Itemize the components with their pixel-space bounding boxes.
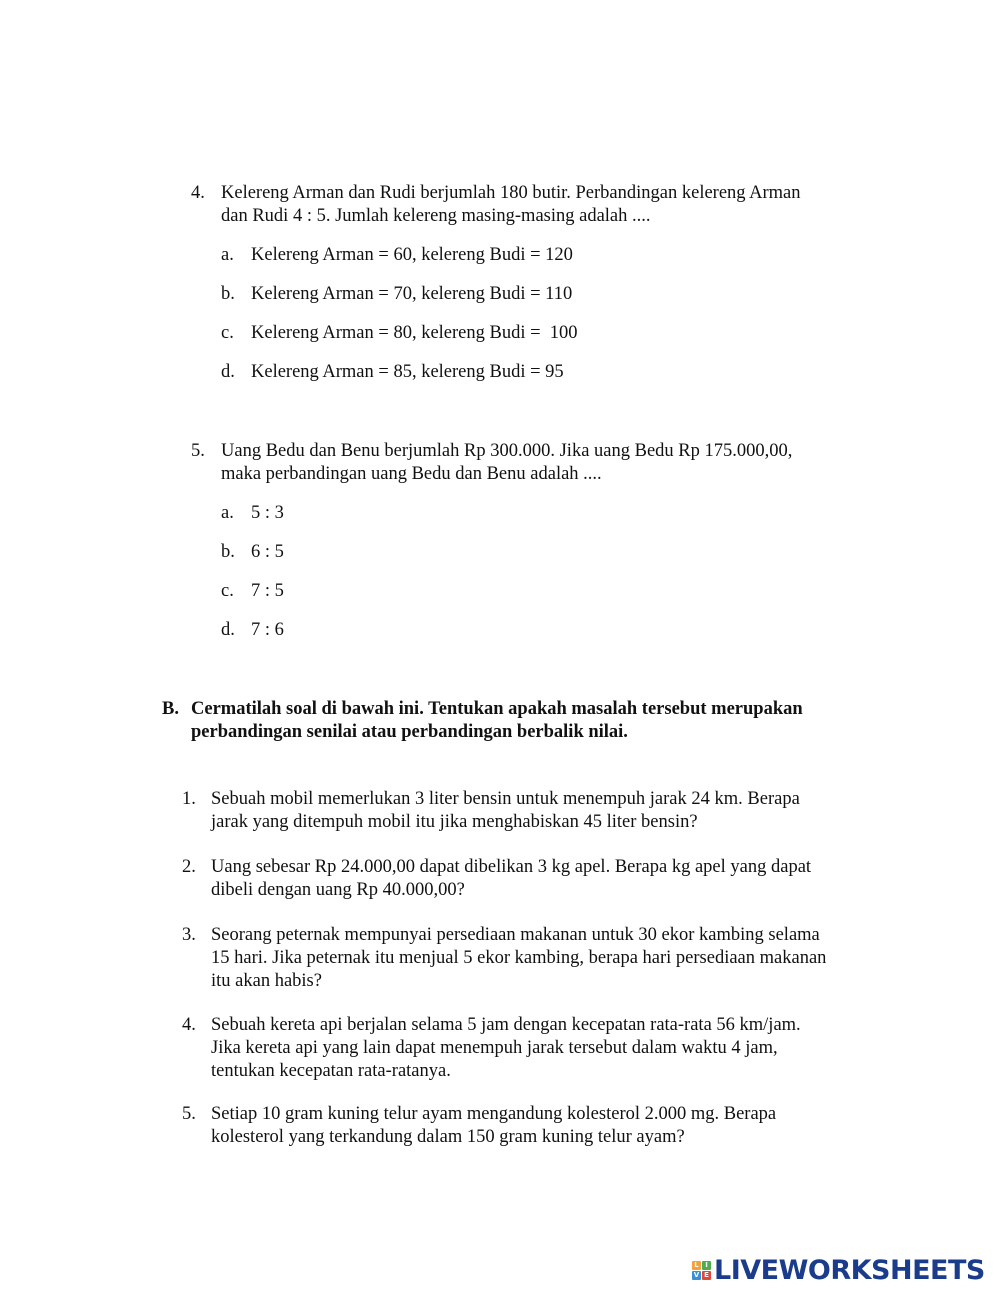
option-letter: c. (221, 323, 234, 343)
logo-mark-letter: E (702, 1271, 711, 1280)
question-number: 4. (182, 1015, 196, 1035)
question-number: 5. (182, 1104, 196, 1124)
question-text-line: Setiap 10 gram kuning telur ayam mengandung kolesterol 2.000 mg. Berapa (211, 1104, 777, 1124)
option-letter: d. (221, 620, 235, 640)
question-text-line: Sebuah mobil memerlukan 3 liter bensin untuk menempuh jarak 24 km. Berapa (211, 789, 800, 809)
option-text: Kelereng Arman = 70, kelereng Budi = 110 (251, 284, 573, 304)
question-text-line: Uang sebesar Rp 24.000,00 dapat dibelikan 3 kg apel. Berapa kg apel yang dapat (211, 857, 812, 877)
question-text-line: Seorang peternak mempunyai persediaan makanan untuk 30 ekor kambing selama (211, 925, 820, 945)
section-label: B. (162, 699, 179, 719)
question-text-line: itu akan habis? (211, 971, 322, 991)
option-text: 7 : 6 (251, 620, 284, 640)
logo-mark-letter: L (692, 1261, 701, 1270)
option-letter: a. (221, 245, 234, 265)
option-text: 7 : 5 (251, 581, 284, 601)
question-number: 2. (182, 857, 196, 877)
option-text: 6 : 5 (251, 542, 284, 562)
question-number: 1. (182, 789, 196, 809)
option-letter: c. (221, 581, 234, 601)
logo-mark-letter: V (693, 1270, 700, 1279)
question-number: 3. (182, 925, 196, 945)
question-text-line: dibeli dengan uang Rp 40.000,00? (211, 880, 465, 900)
section-heading-line: Cermatilah soal di bawah ini. Tentukan apakah masalah tersebut merupakan (191, 699, 803, 719)
liveworksheets-logo (692, 1255, 985, 1285)
question-text-line: Sebuah kereta api berjalan selama 5 jam dengan kecepatan rata-rata 56 km/jam. (211, 1015, 801, 1035)
logo-text: LIVEWORKSHEETS (714, 1254, 985, 1286)
logo-mark-icon (692, 1261, 711, 1280)
question-text-line: tentukan kecepatan rata-ratanya. (211, 1061, 451, 1081)
question-number: 4. (191, 183, 205, 203)
question-text-line: maka perbandingan uang Bedu dan Benu adalah .... (221, 464, 602, 484)
question-text-line: dan Rudi 4 : 5. Jumlah kelereng masing-masing adalah .... (221, 206, 651, 226)
option-text: Kelereng Arman = 60, kelereng Budi = 120 (251, 245, 573, 265)
question-text-line: kolesterol yang terkandung dalam 150 gram kuning telur ayam? (211, 1127, 685, 1147)
question-text-line: Kelereng Arman dan Rudi berjumlah 180 butir. Perbandingan kelereng Arman (221, 183, 801, 203)
question-text-line: jarak yang ditempuh mobil itu jika menghabiskan 45 liter bensin? (211, 812, 698, 832)
question-text-line: Jika kereta api yang lain dapat menempuh jarak tersebut dalam waktu 4 jam, (211, 1038, 778, 1058)
option-letter: b. (221, 284, 235, 304)
question-number: 5. (191, 441, 205, 461)
option-text: Kelereng Arman = 80, kelereng Budi = 100 (251, 323, 578, 343)
logo-mark-letter: I (702, 1261, 711, 1270)
option-letter: a. (221, 503, 234, 523)
question-text-line: Uang Bedu dan Benu berjumlah Rp 300.000. Jika uang Bedu Rp 175.000,00, (221, 441, 793, 461)
question-text-line: 15 hari. Jika peternak itu menjual 5 ekor kambing, berapa hari persediaan makanan (211, 948, 827, 968)
option-letter: b. (221, 542, 235, 562)
section-heading-line: perbandingan senilai atau perbandingan berbalik nilai. (191, 722, 628, 742)
option-text: Kelereng Arman = 85, kelereng Budi = 95 (251, 362, 564, 382)
option-text: 5 : 3 (251, 503, 284, 523)
option-letter: d. (221, 362, 235, 382)
